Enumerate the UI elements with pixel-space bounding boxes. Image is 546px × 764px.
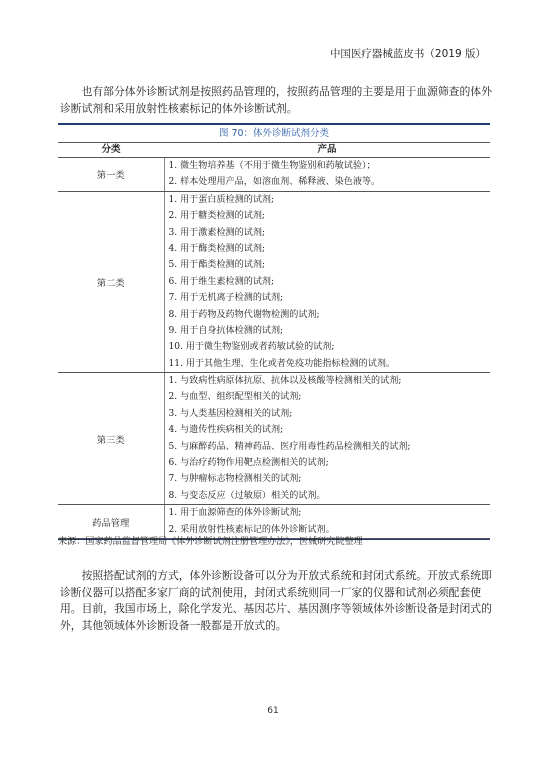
products-cell bbox=[164, 191, 490, 372]
product-item: 5. 与麻醉药品、精神药品、医疗用毒性药品检测相关的试剂; bbox=[168, 441, 411, 452]
table-header-row bbox=[58, 143, 490, 158]
product-item: 4. 与遗传性疾病相关的试剂; bbox=[168, 425, 284, 436]
product-item: 8. 用于药物及药物代谢物检测的试剂; bbox=[168, 309, 320, 320]
header-products: 产品 bbox=[164, 143, 490, 158]
intro-paragraph bbox=[60, 84, 492, 117]
product-item: 1. 与致病性病原体抗原、抗体以及核酸等检测相关的试剂; bbox=[168, 376, 402, 387]
product-item: 2. 用于糖类检测的试剂; bbox=[168, 211, 265, 222]
table-grid bbox=[58, 142, 490, 539]
product-item: 4. 用于酶类检测的试剂; bbox=[168, 243, 265, 254]
table-group-row bbox=[58, 158, 490, 192]
product-item: 1. 微生物培养基（不用于微生物鉴别和药敏试验）； bbox=[168, 161, 376, 171]
product-item: 9. 用于自身抗体检测的试剂; bbox=[168, 325, 284, 336]
category-cell: 药品管理 bbox=[58, 505, 164, 539]
closing-paragraph bbox=[60, 568, 492, 634]
header-category: 分类 bbox=[58, 143, 164, 158]
product-item: 7. 用于无机离子检测的试剂; bbox=[168, 293, 284, 304]
table-group-row bbox=[58, 191, 490, 372]
products-cell bbox=[164, 373, 490, 505]
product-item: 1. 用于血源筛查的体外诊断试剂; bbox=[168, 508, 302, 519]
header-title: 中国医疗器械蓝皮书（2019 版） bbox=[329, 48, 486, 60]
product-item: 2. 与血型、组织配型相关的试剂; bbox=[168, 392, 302, 403]
category-cell: 第二类 bbox=[58, 191, 164, 372]
product-item: 3. 用于激素检测的试剂; bbox=[168, 227, 265, 238]
products-cell bbox=[164, 158, 490, 192]
table-group-row bbox=[58, 373, 490, 505]
classification-table bbox=[58, 123, 490, 540]
table-body bbox=[58, 158, 490, 539]
product-item: 7. 与肿瘤标志物检测相关的试剂; bbox=[168, 474, 302, 485]
category-cell: 第一类 bbox=[58, 158, 164, 192]
table-caption: 图 70：体外诊断试剂分类 bbox=[218, 128, 330, 139]
product-item: 6. 用于维生素检测的试剂; bbox=[168, 276, 275, 287]
product-item: 2. 样本处理用产品，如溶血剂、稀释液、染色液等。 bbox=[168, 177, 381, 188]
product-item: 1. 用于蛋白质检测的试剂; bbox=[168, 194, 275, 205]
closing-paragraph-text: 按照搭配试剂的方式，体外诊断设备可以分为开放式系统和封闭式系统。开放式系统即诊断仪器可以搭配多家厂商的试剂使用，封闭式系统则同一厂家的仪器和试剂必须配套使用。目前，我国市场上，除化学发光、基因芯片、基因测序等领域体外诊断设备是封闭式的外，其他领域体外诊断设备一般都是开放式的。 bbox=[60, 569, 492, 632]
product-item: 11. 用于其他生理、生化或者免疫功能指标检测的试剂。 bbox=[168, 358, 396, 369]
intro-paragraph-text: 也有部分体外诊断试剂是按照药品管理的，按照药品管理的主要是用于血源筛查的体外诊断试剂和采用放射性核素标记的体外诊断试剂。 bbox=[60, 85, 492, 115]
product-item: 3. 与人类基因检测相关的试剂; bbox=[168, 408, 293, 419]
product-item: 5. 用于酯类检测的试剂; bbox=[168, 260, 265, 271]
product-item: 2. 采用放射性核素标记的体外诊断试剂。 bbox=[168, 524, 335, 535]
page-number: 61 bbox=[267, 706, 279, 716]
product-item: 8. 与变态反应（过敏原）相关的试剂。 bbox=[168, 490, 326, 501]
category-cell: 第三类 bbox=[58, 373, 164, 505]
product-item: 6. 与治疗药物作用靶点检测相关的试剂; bbox=[168, 458, 329, 469]
product-item: 10. 用于微生物鉴别或者药敏试验的试剂; bbox=[168, 342, 335, 353]
table-source: 来源：国家药品监督管理局《体外诊断试剂注册管理办法》，医械研究院整理 bbox=[58, 537, 363, 547]
